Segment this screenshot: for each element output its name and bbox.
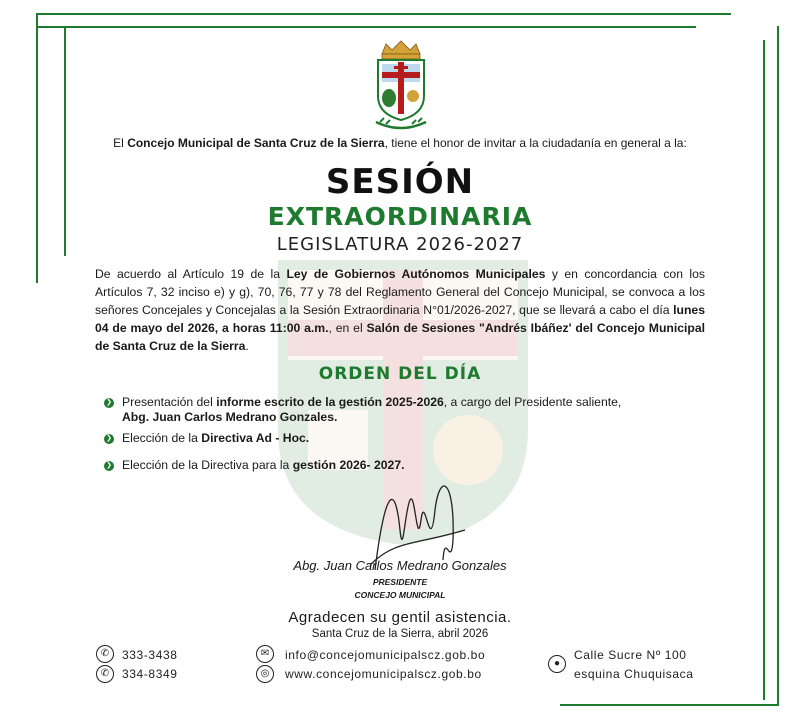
title-legislatura: LEGISLATURA 2026-2027 [276, 234, 524, 255]
chevron-right-icon: ❯ [104, 461, 114, 471]
phone-icon: ✆ [96, 645, 114, 663]
closing-thanks: Agradecen su gentil asistencia. [288, 609, 512, 626]
frame-top-line [36, 13, 731, 15]
agenda-item: ❯ Elección de la Directiva para la gestión 2026- 2027. [104, 458, 682, 473]
signatory-role: PRESIDENTE [372, 577, 428, 587]
intro-text: El Concejo Municipal de Santa Cruz de la Sierra, tiene el honor de invitar a la ciudadanía en general a la: [113, 136, 687, 150]
title-extraordinaria: EXTRAORDINARIA [267, 202, 533, 231]
chevron-right-icon: ❯ [104, 398, 114, 408]
address-line: esquina Chuquisaca [574, 667, 694, 681]
globe-icon: ◎ [256, 665, 274, 683]
frame-top-line-inner [36, 26, 696, 28]
location-pin-icon: ● [548, 655, 566, 673]
convocation-paragraph: De acuerdo al Artículo 19 de la Ley de Gobiernos Autónomos Municipales y en concordancia con los Artículos 7, 32 inciso e) y g), 70, 76, 77 y 78 del Reglamento General del Concejo Municipal, se convoca a los señores Concejales y Concejalas a la Sesión Extraordinaria N°01/2026-2027, que se llevará a cabo el día lunes 04 de mayo del 2026, a horas 11:00 a.m., en el Salón de Sesiones "Andrés Ibáñez' del Concejo Municipal de Santa Cruz de la Sierra. [95, 267, 705, 353]
website-url[interactable]: www.concejomunicipalscz.gob.bo [285, 667, 482, 681]
municipal-crest-logo [370, 38, 432, 130]
phone-number: 333-3438 [122, 648, 178, 662]
phone-icon: ✆ [96, 665, 114, 683]
agenda-item: ❯ Elección de la Directiva Ad - Hoc. [104, 431, 682, 446]
signatory-organization: CONCEJO MUNICIPAL [354, 590, 446, 600]
agenda-item: ❯ Presentación del informe escrito de la gestión 2025-2026, a cargo del Presidente saliente, Abg. Juan Carlos Medrano Gonzales. [104, 395, 682, 425]
phone-number: 334-8349 [122, 667, 178, 681]
agenda-heading: ORDEN DEL DÍA [318, 364, 482, 384]
frame-bottom-line [560, 704, 779, 706]
place-date: Santa Cruz de la Sierra, abril 2026 [311, 628, 489, 640]
address-line: Calle Sucre Nº 100 [574, 648, 687, 662]
intro-organization: Concejo Municipal de Santa Cruz de la Sierra [127, 136, 385, 150]
email-address[interactable]: info@concejomunicipalscz.gob.bo [285, 648, 486, 662]
chevron-right-icon: ❯ [104, 434, 114, 444]
signatory-name: Abg. Juan Carlos Medrano Gonzales [293, 558, 507, 573]
email-icon: ✉ [256, 645, 274, 663]
title-sesion: SESIÓN [325, 162, 475, 202]
